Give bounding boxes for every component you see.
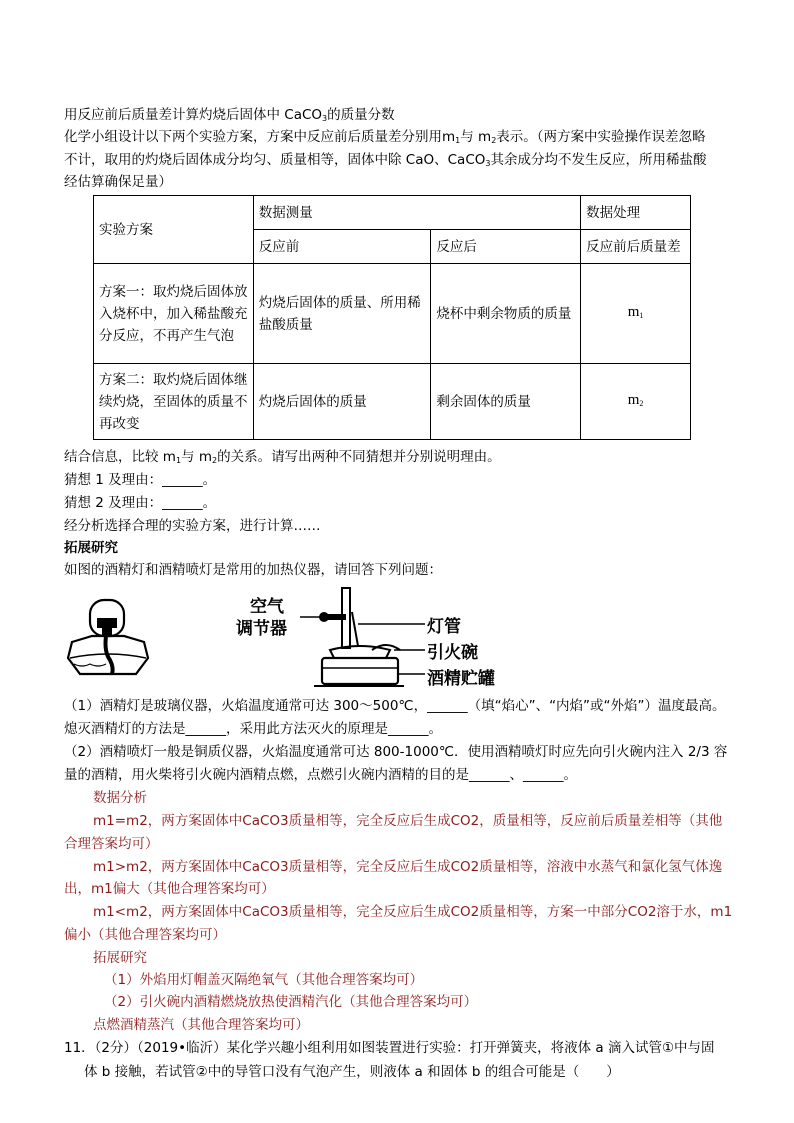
question-1-line-2: 熄灭酒精灯的方法是______，采用此方法灭火的原理是______。	[64, 721, 442, 737]
scheme-1-after: 烧杯中剩余物质的质量	[431, 264, 581, 364]
answer-1-line-1: m1=m2，两方案固体中CaCO3质量相等，完全反应后生成CO2，质量相等，反应前后质量差相等（其他	[93, 813, 723, 829]
subscript: 3	[485, 159, 491, 168]
label-fire-bowl: 引火碗	[427, 643, 478, 663]
text: 结合信息，比较 m	[64, 449, 176, 465]
figure-intro: 如图的酒精灯和酒精喷灯是常用的加热仪器，请回答下列问题：	[64, 562, 442, 578]
label-tank: 酒精贮罐	[427, 669, 495, 689]
answer-ext-1: （1）外焰用灯帽盖灭隔绝氧气（其他合理答案均可）	[104, 972, 424, 988]
subscript: 3	[322, 114, 328, 123]
question-2-line-1: （2）酒精喷灯一般是铜质仪器，火焰温度通常可达 800-1000℃．使用酒精喷灯时应先向引火碗内注入 2/3 容	[64, 744, 728, 760]
calc-line: 经分析选择合理的实验方案，进行计算……	[64, 518, 321, 534]
m-subscript: 1	[639, 310, 644, 320]
text: 用反应前后质量差计算灼烧后固体中 CaCO	[64, 107, 323, 123]
header-diff: 反应前后质量差	[581, 230, 691, 264]
table-row	[94, 264, 691, 364]
scheme-2-after: 剩余固体的质量	[431, 364, 581, 440]
answer-1-line-2: 合理答案均可）	[64, 836, 159, 852]
scheme-2-before: 灼烧后固体的质量	[253, 364, 431, 440]
label-adjuster: 调节器	[236, 619, 287, 639]
question-2-line-2: 量的酒精，用火柴将引火碗内酒精点燃，点燃引火碗内酒精的目的是______、______。	[64, 767, 577, 783]
guess-2: 猜想 2 及理由：______。	[64, 495, 217, 511]
header-process: 数据处理	[581, 196, 691, 230]
table-row	[94, 364, 691, 440]
experiment-table	[93, 195, 691, 440]
text: 不计，取用的灼烧后固体成分均匀、质量相等，固体中除 CaO、CaCO	[64, 152, 486, 168]
text: 的关系。请写出两种不同猜想并分别说明理由。	[217, 449, 501, 465]
question-11-line-1: 11．（2分）（2019•临沂）某化学兴趣小组利用如图装置进行实验：打开弹簧夹，将液体 a 滴入试管①中与固	[64, 1040, 715, 1056]
question-11-line-2: 体 b 接触，若试管②中的导管口没有气泡产生，则液体 a 和固体 b 的组合可能是（ ）	[84, 1064, 620, 1080]
alcohol-lamp-figure	[62, 598, 154, 680]
answer-ext-3: 点燃酒精蒸汽（其他合理答案均可）	[93, 1017, 309, 1033]
answer-3-line-2: 偏小（其他合理答案均可）	[64, 927, 226, 943]
answer-heading-data: 数据分析	[93, 790, 147, 806]
answer-3-line-1: m1<m2，两方案固体中CaCO3质量相等，完全反应后生成CO2质量相等，方案一中部分CO2溶于水，m1	[93, 904, 733, 920]
question-1-line-1: （1）酒精灯是玻璃仪器，火焰温度通常可达 300～500℃，______（填“焰心”、“内焰”或“外焰”）温度最高。	[64, 698, 726, 714]
answer-2-line-1: m1>m2，两方案固体中CaCO3质量相等，完全反应后生成CO2质量相等，溶液中水蒸气和氯化氢气体逸	[93, 859, 723, 875]
subscript: 2	[491, 136, 497, 145]
label-air: 空气	[250, 597, 284, 617]
label-lamp-tube: 灯管	[427, 617, 461, 637]
text: 与 m	[181, 449, 212, 465]
scheme-1-before: 灼烧后固体的质量、所用稀盐酸质量	[253, 264, 431, 364]
text: 与 m	[460, 129, 492, 145]
scheme-2-diff	[581, 364, 691, 440]
text: 其余成分均不发生反应，所用稀盐酸	[490, 152, 707, 168]
m-symbol: m	[627, 391, 640, 408]
answer-heading-extension: 拓展研究	[93, 950, 147, 966]
answer-ext-2: （2）引火碗内酒精燃烧放热使酒精汽化（其他合理答案均可）	[104, 994, 478, 1010]
scheme-1-diff	[581, 264, 691, 364]
text: 表示。（两方案中实验操作误差忽略	[496, 129, 706, 145]
table-header-row	[94, 196, 691, 230]
subscript: 1	[175, 456, 182, 465]
header-measure: 数据测量	[253, 196, 580, 230]
text: 化学小组设计以下两个实验方案，方案中反应前后质量差分别用m	[64, 129, 456, 145]
scheme-1: 方案一：取灼烧后固体放入烧杯中，加入稀盐酸充分反应，不再产生气泡	[94, 264, 254, 364]
m-subscript: 2	[639, 398, 644, 408]
subscript: 2	[212, 456, 218, 465]
header-after: 反应后	[431, 230, 581, 264]
scheme-2: 方案二：取灼烧后固体继续灼烧，至固体的质量不再改变	[94, 364, 254, 440]
header-scheme: 实验方案	[94, 196, 254, 264]
m-symbol: m	[627, 303, 640, 320]
answer-2-line-2: 出，m1偏大（其他合理答案均可）	[64, 881, 275, 897]
section-heading-extension: 拓展研究	[64, 540, 118, 556]
subscript: 1	[455, 136, 461, 145]
guess-1: 猜想 1 及理由：______。	[64, 472, 217, 488]
intro-line-4: 经估算确保足量）	[64, 174, 172, 190]
text: 的质量分数	[327, 107, 395, 123]
header-before: 反应前	[253, 230, 431, 264]
